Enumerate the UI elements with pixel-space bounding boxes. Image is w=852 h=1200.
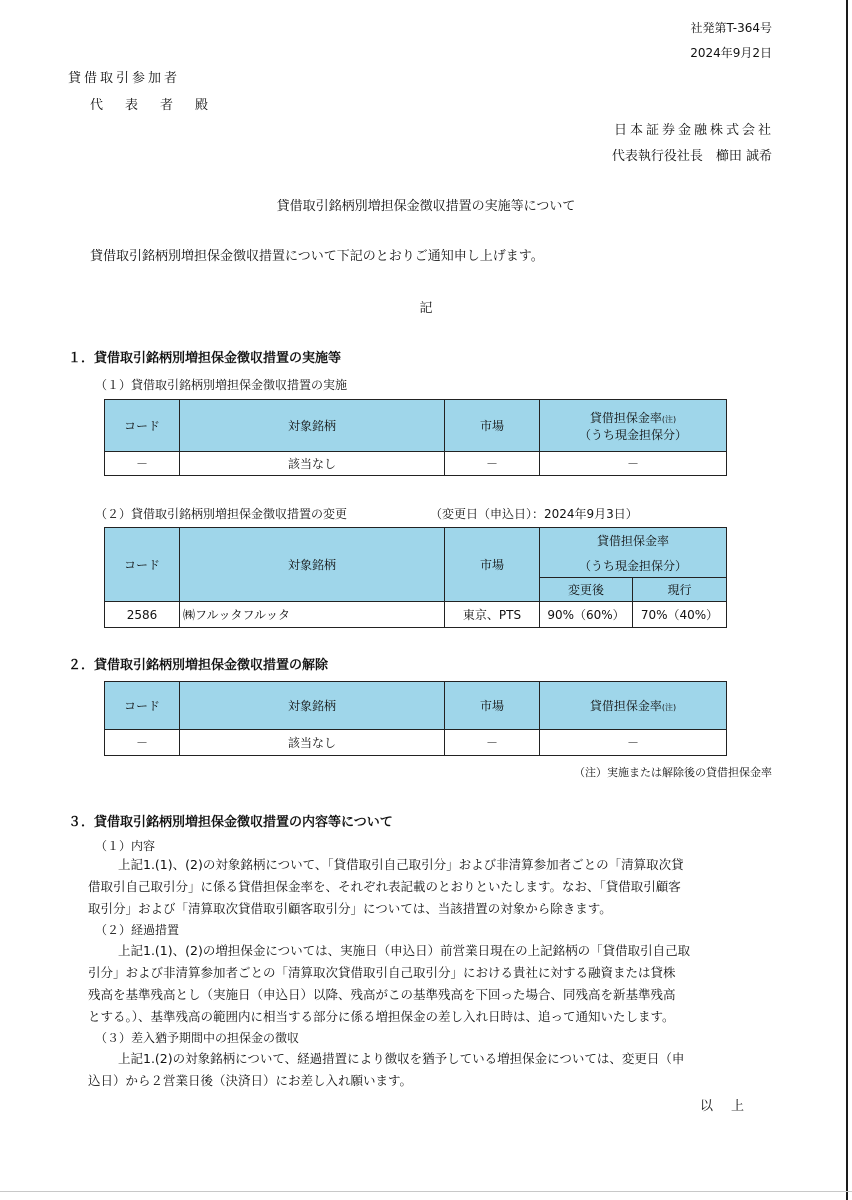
cell-market: 東京、PTS [445, 602, 540, 628]
item2-line-4: とする。）、基準残高の範囲内に相当する部分に係る増担保金の差し入れ日時は、追って通知いたします。 [88, 1009, 675, 1024]
col-rate-header [540, 682, 727, 730]
col-name-header: 対象銘柄 [180, 400, 445, 452]
footnote: （注）実施または解除後の貸借担保金率 [574, 766, 772, 779]
cell-name: ㈱フルッタフルッタ [180, 602, 445, 628]
item1-line-1: 上記1.(1)、(2)の対象銘柄について、「貸借取引自己取引分」および非清算参加者ごとの「清算取次貸 [118, 857, 684, 872]
section2-heading: ２．貸借取引銘柄別増担保金徴収措置の解除 [68, 658, 329, 673]
col-after-header: 変更後 [540, 578, 633, 602]
col-code-header: コード [105, 682, 180, 730]
col-rate-note: (注) [661, 703, 677, 712]
cell-rate: － [540, 730, 727, 756]
item3-heading: （３）差入猶予期間中の担保金の徴収 [95, 1031, 300, 1045]
table-row [105, 602, 727, 628]
item1-line-3: 取引分」および「清算取次貸借取引顧客取引分」については、当該措置の対象から除きます。 [88, 901, 612, 916]
cell-code: 2586 [105, 602, 180, 628]
col-market-header: 市場 [445, 528, 540, 602]
cell-name: 該当なし [180, 730, 445, 756]
item2-line-1: 上記1.(1)、(2)の増担保金については、実施日（申込日）前営業日現在の上記銘柄の「貸借取引自己取 [118, 943, 691, 958]
col-rate-header: 貸借担保金率 [540, 528, 727, 554]
col-code-header: コード [105, 528, 180, 602]
doc-date: 2024年9月2日 [690, 46, 772, 60]
item2-line-3: 残高を基準残高とし（実施日（申込日）以降、残高がこの基準残高を下回った場合、同残高を新基準残高 [88, 987, 676, 1002]
item1-body [88, 854, 728, 920]
col-name-header: 対象銘柄 [180, 528, 445, 602]
col-rate-header [540, 400, 727, 452]
table-release [104, 681, 727, 756]
cell-code: － [105, 452, 180, 476]
cell-market: － [445, 452, 540, 476]
cell-current: 70%（40%） [633, 602, 727, 628]
item3-body [88, 1048, 728, 1092]
page-border-right [846, 0, 848, 1200]
page-border-bottom [0, 1191, 852, 1192]
item2-body [88, 940, 728, 1028]
col-market-header: 市場 [445, 400, 540, 452]
sender-company: 日本証券金融株式会社 [613, 123, 774, 138]
item2-heading: （２）経過措置 [95, 923, 180, 937]
intro-text: 貸借取引銘柄別増担保金徴収措置について下記のとおりご通知申し上げます。 [90, 249, 544, 264]
cell-after: 90%（60%） [540, 602, 633, 628]
table-change [104, 527, 727, 628]
item2-line-2: 引分」および非清算参加者ごとの「清算取次貸借取引自己取引分」における貴社に対する融資または貸株 [88, 965, 676, 980]
table-implementation [104, 399, 727, 476]
col-current-header: 現行 [633, 578, 727, 602]
table-row [105, 730, 727, 756]
item3-line-1: 上記1.(2)の対象銘柄について、経過措置により徴収を猶予している増担保金については、変更日（申 [118, 1051, 685, 1066]
cell-rate: － [540, 452, 727, 476]
col-rate-label: 貸借担保金率 [589, 410, 662, 425]
col-name-header: 対象銘柄 [180, 682, 445, 730]
cell-code: － [105, 730, 180, 756]
doc-number: 社発第T-364号 [690, 21, 772, 35]
section3-heading: ３．貸借取引銘柄別増担保金徴収措置の内容等について [68, 815, 393, 830]
col-rate-label: 貸借担保金率 [589, 699, 662, 713]
item1-heading: （１）内容 [95, 839, 156, 853]
item3-line-2: 込日）から２営業日後（決済日）にお差し入れ願います。 [88, 1073, 413, 1088]
document-title: 貸借取引銘柄別増担保金徴収措置の実施等について [276, 199, 576, 214]
ki-marker: 記 [419, 301, 433, 316]
col-market-header: 市場 [445, 682, 540, 730]
col-rate-sub-header: （うち現金担保分） [540, 554, 727, 578]
sender-person: 代表執行役社長 櫛田 誠希 [611, 149, 772, 164]
item1-line-2: 借取引自己取引分」に係る貸借担保金率を、それぞれ表記載のとおりといたします。なお、「貸借取引顧客 [88, 879, 681, 894]
cell-market: － [445, 730, 540, 756]
cell-name: 該当なし [180, 452, 445, 476]
col-code-header: コード [105, 400, 180, 452]
change-date: （変更日（申込日）：2024年9月3日） [430, 507, 638, 521]
section1-sub2-heading: （２）貸借取引銘柄別増担保金徴収措置の変更 [95, 507, 348, 521]
col-rate-note: (注) [661, 414, 677, 424]
recipient-line1: 貸借取引参加者 [68, 71, 181, 86]
col-rate-sub-label: （うち現金担保分） [578, 427, 687, 442]
section1-sub1-heading: （１）貸借取引銘柄別増担保金徴収措置の実施 [95, 378, 348, 392]
recipient-line2: 代表者殿 [90, 98, 231, 113]
table-row [105, 452, 727, 476]
section1-heading: １．貸借取引銘柄別増担保金徴収措置の実施等 [68, 351, 342, 366]
closing-mark: 以上 [699, 1099, 762, 1114]
